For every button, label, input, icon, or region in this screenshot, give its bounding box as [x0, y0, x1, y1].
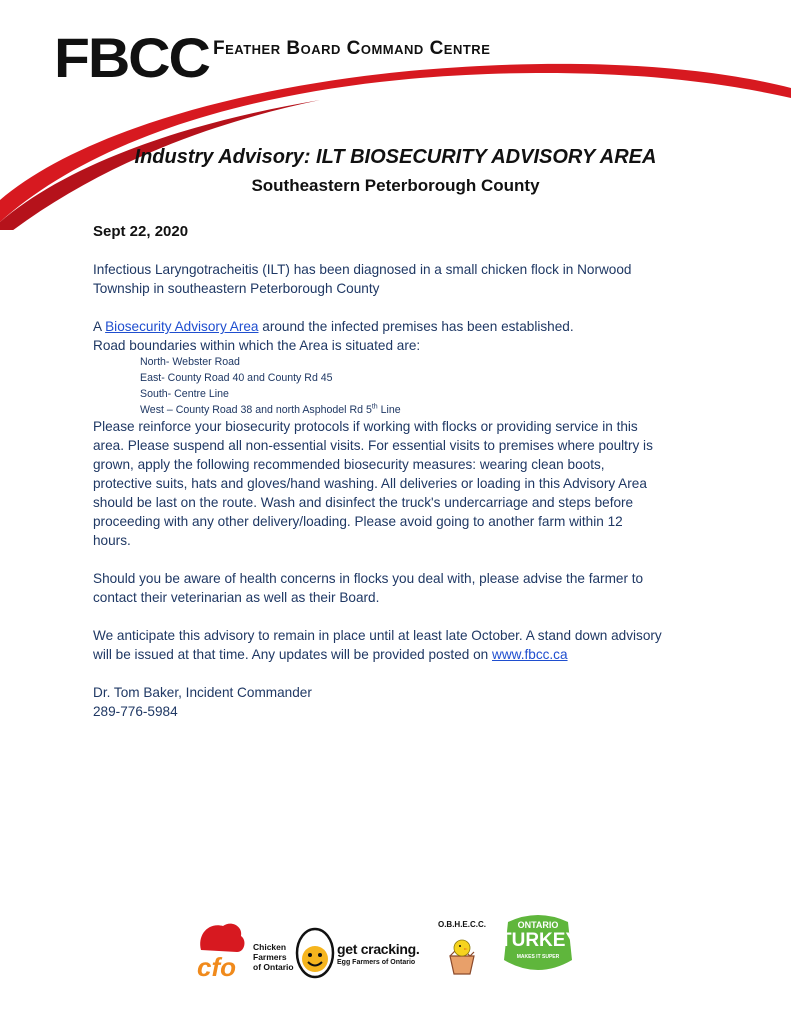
- anticipate-paragraph: [93, 626, 703, 664]
- anticipate-line: [93, 645, 703, 664]
- cfo-logo: [195, 920, 295, 982]
- area-line: [93, 317, 703, 336]
- boundary-west-sup: th: [371, 403, 378, 411]
- measures-line: Please reinforce your biosecurity protocols if working with flocks or providing service in this: [93, 419, 638, 434]
- advisory-title: Industry Advisory: ILT BIOSECURITY ADVISORY AREA: [134, 146, 657, 168]
- boundary-north: North- Webster Road: [140, 356, 240, 368]
- boundary-east: East- County Road 40 and County Rd 45: [140, 372, 333, 384]
- egg-sub-text: Egg Farmers of Ontario: [337, 959, 416, 966]
- cfo-line: Farmers: [253, 952, 287, 962]
- boundary-west-text: West – County Road 38 and north Asphodel Rd 5: [140, 404, 372, 416]
- anticipate-text: will be issued at that time. Any updates will be provided posted on: [93, 647, 489, 662]
- measures-line: area. Please suspend all non-essential visits. For essential visits to premises where poultry is: [93, 438, 653, 453]
- boundary-west-end: Line: [380, 404, 401, 416]
- area-paragraph: [93, 317, 703, 355]
- turkey-main-text: TURKEY: [500, 930, 579, 951]
- measures-line: protective suits, hats and gloves/hand washing. All deliveries or loading in this Advisory Area: [93, 476, 647, 491]
- area-suffix: around the infected premises has been established.: [262, 319, 574, 334]
- egg-face-icon: [295, 925, 335, 979]
- boundary-south: South- Centre Line: [140, 388, 229, 400]
- signature-phone: 289-776-5984: [93, 704, 178, 719]
- turkey-tag-text: MAKES IT SUPER: [516, 954, 560, 960]
- fbcc-website-link[interactable]: www.fbcc.ca: [492, 647, 568, 662]
- anticipate-line: We anticipate this advisory to remain in place until at least late October. A stand down advisory: [93, 628, 662, 643]
- measures-line: should be last on the route. Wash and disinfect the truck's undercarriage and steps before: [93, 495, 634, 510]
- obhecc-text: O.B.H.E.C.C.: [437, 920, 486, 929]
- biosecurity-area-link[interactable]: Biosecurity Advisory Area: [105, 319, 259, 334]
- intro-line: Infectious Laryngotracheitis (ILT) has been diagnosed in a small chicken flock in Norwood: [93, 262, 632, 277]
- cfo-line: Chicken: [253, 942, 287, 952]
- ontario-turkey-logo: [500, 910, 579, 976]
- fbcc-full-name: Feather Board Command Centre: [213, 38, 491, 59]
- fbcc-logo: FBCC: [54, 26, 209, 89]
- measures-line: hours.: [93, 533, 131, 548]
- cfo-line: of Ontario: [253, 962, 294, 972]
- measures-line: grown, apply the following recommended biosecurity measures: wearing clean boots,: [93, 457, 605, 472]
- concerns-paragraph: [93, 569, 703, 607]
- chicken-comb-icon: [195, 920, 247, 982]
- advisory-date: Sept 22, 2020: [93, 223, 189, 240]
- measures-paragraph: [93, 417, 703, 550]
- turkey-top-text: ONTARIO: [517, 920, 559, 930]
- road-boundaries-line: Road boundaries within which the Area is situated are:: [93, 338, 421, 353]
- chick-hatching-icon: [432, 920, 492, 980]
- boundary-west: [140, 402, 401, 418]
- measures-line: proceeding with any other delivery/loading. Please avoid going to another farm within 12: [93, 514, 623, 529]
- signature-block: [93, 683, 703, 721]
- obhecc-logo: [432, 920, 492, 980]
- advisory-subtitle: Southeastern Peterborough County: [251, 176, 540, 195]
- concerns-line: Should you be aware of health concerns in flocks you deal with, please advise the farmer to: [93, 571, 644, 586]
- egg-farmers-logo: [295, 925, 430, 981]
- area-prefix: A: [93, 319, 102, 334]
- concerns-line: contact their veterinarian as well as their Board.: [93, 590, 380, 605]
- intro-line: Township in southeastern Peterborough County: [93, 281, 380, 296]
- svg-text:cfo: cfo: [197, 952, 236, 982]
- signature-name: Dr. Tom Baker, Incident Commander: [93, 685, 312, 700]
- intro-paragraph: [93, 260, 703, 298]
- egg-main-text: get cracking.: [337, 941, 420, 957]
